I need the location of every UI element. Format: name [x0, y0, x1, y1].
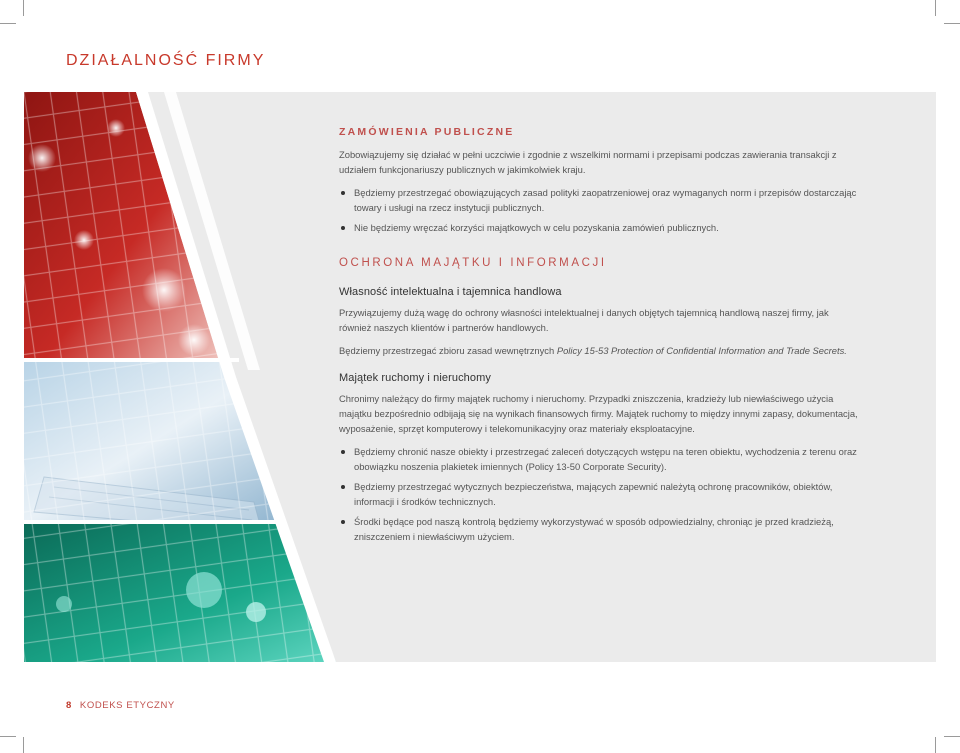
paragraph [339, 343, 859, 358]
crop-mark [944, 736, 960, 737]
list-item [339, 514, 859, 544]
list-item-text: Nie będziemy wręczać korzyści majątkowych w celu pozyskania zamówień publicznych. [354, 222, 719, 233]
list-item-text: Będziemy przestrzegać wytycznych bezpieczeństwa, mających zapewnić należytą ochronę pracowników, obiektów, informacji i środków technicznych. [354, 481, 833, 507]
bullet-icon [341, 485, 345, 489]
subsection-title-ip: Własność intelektualna i tajemnica handlowa [339, 286, 562, 298]
list-item [339, 479, 859, 509]
list-item [339, 444, 859, 474]
crop-mark [23, 0, 24, 16]
section-title: DZIAŁALNOŚĆ FIRMY [66, 52, 266, 69]
paragraph: Zobowiązujemy się działać w pełni uczciwie i zgodnie z wszelkimi normami i przepisami podczas zawierania transakcji z udziałem funkcjonariuszy publicznych w jakimkolwiek kraju. [339, 149, 837, 175]
paragraph: Przywiązujemy dużą wagę do ochrony własności intelektualnej i danych objętych tajemnicą handlową naszej firmy, jak również naszych klientów i partnerów handlowych. [339, 307, 829, 333]
paragraph: Chronimy należący do firmy majątek ruchomy i nieruchomy. Przypadki zniszczenia, kradzieży lub niewłaściwego użycia majątku bezpośrednio odbijają się na wynikach finansowych firmy. Majątek ruchomy to między innymi zapasy, dokumentacja, wyposażenie, sprzęt komputerowy i telekomunikacyjny oraz materiały eksploatacyjne. [339, 393, 858, 434]
policy-reference: Policy 15-53 Protection of Confidential Information and Trade Secrets. [556, 345, 847, 356]
subsection-title-property: Majątek ruchomy i nieruchomy [339, 372, 491, 384]
list-item-text: Środki będące pod naszą kontrolą będziemy wykorzystywać w sposób odpowiedzialny, chroniąc je przed kradzieżą, zniszczeniem i niewłaściwym użyciem. [354, 516, 834, 542]
list-item [339, 185, 859, 215]
bullet-icon [341, 226, 345, 230]
list-item [339, 220, 859, 235]
list-item-text: Będziemy przestrzegać obowiązujących zasad polityki zaopatrzeniowej oraz wymaganych norm i przepisów dostarczając towary i usługi na rzecz instytucji publicznych. [354, 187, 857, 213]
crop-mark [935, 737, 936, 753]
section-heading-public-procurement: ZAMÓWIENIA PUBLICZNE [339, 126, 515, 138]
page-footer [66, 700, 175, 711]
bullet-icon [341, 191, 345, 195]
bullet-icon [341, 450, 345, 454]
paragraph-text: Będziemy przestrzegać zbioru zasad wewnętrznych [339, 345, 557, 356]
main-content [339, 126, 859, 549]
footer-title: KODEKS ETYCZNY [79, 700, 175, 711]
bullet-list [339, 444, 859, 544]
crop-mark [944, 23, 960, 24]
crop-mark [935, 0, 936, 16]
bullet-list [339, 185, 859, 235]
section-heading-asset-protection: OCHRONA MAJĄTKU I INFORMACJI [339, 257, 607, 269]
page-number: 8 [66, 700, 72, 711]
crop-mark [0, 736, 16, 737]
list-item-text: Będziemy chronić nasze obiekty i przestrzegać zaleceń dotyczących wstępu na teren obiektu, wychodzenia z terenu oraz obowiązku noszenia plakietek imiennych (Policy 13-50 Corporate Security). [354, 446, 857, 472]
crop-mark [0, 23, 16, 24]
decorative-image [24, 92, 336, 662]
bullet-icon [341, 520, 345, 524]
crop-mark [23, 737, 24, 753]
